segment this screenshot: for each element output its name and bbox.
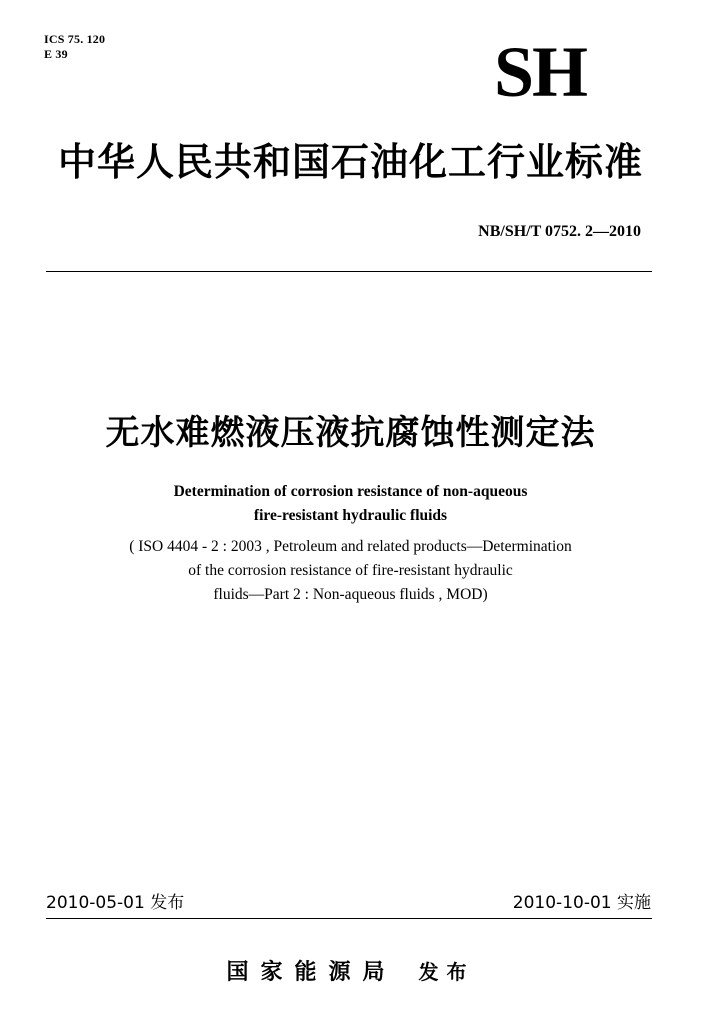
chinese-title: 无水难燃液压液抗腐蚀性测定法 <box>105 413 596 453</box>
iso-reference <box>0 535 701 607</box>
implementation-date: 2010-10-01 实施 <box>512 893 651 913</box>
publisher <box>0 958 701 987</box>
publisher-action: 发布 <box>418 960 475 984</box>
english-title-line: fire-resistant hydraulic fluids <box>253 507 448 524</box>
standard-number: NB/SH/T 0752. 2—2010 <box>478 223 641 240</box>
iso-reference-line: ( ISO 4404 - 2 : 2003 , Petroleum and related products—Determination <box>129 538 572 555</box>
top-divider <box>46 271 652 272</box>
bottom-divider <box>46 918 652 919</box>
iso-reference-line: of the corrosion resistance of fire-resistant hydraulic <box>188 562 513 579</box>
ics-code: ICS 75. 120 <box>44 32 106 46</box>
iso-reference-line: fluids—Part 2 : Non-aqueous fluids , MOD) <box>213 586 488 603</box>
issue-date: 2010-05-01 发布 <box>46 893 185 913</box>
standard-category-title: 中华人民共和国石油化工行业标准 <box>57 140 643 184</box>
english-title-line: Determination of corrosion resistance of non-aqueous <box>173 483 528 500</box>
sh-logo: SH <box>494 32 587 112</box>
english-title <box>0 480 701 528</box>
publisher-organization: 国家能源局 <box>226 960 397 985</box>
classification-codes <box>44 32 105 62</box>
ccs-code: E 39 <box>44 47 68 61</box>
